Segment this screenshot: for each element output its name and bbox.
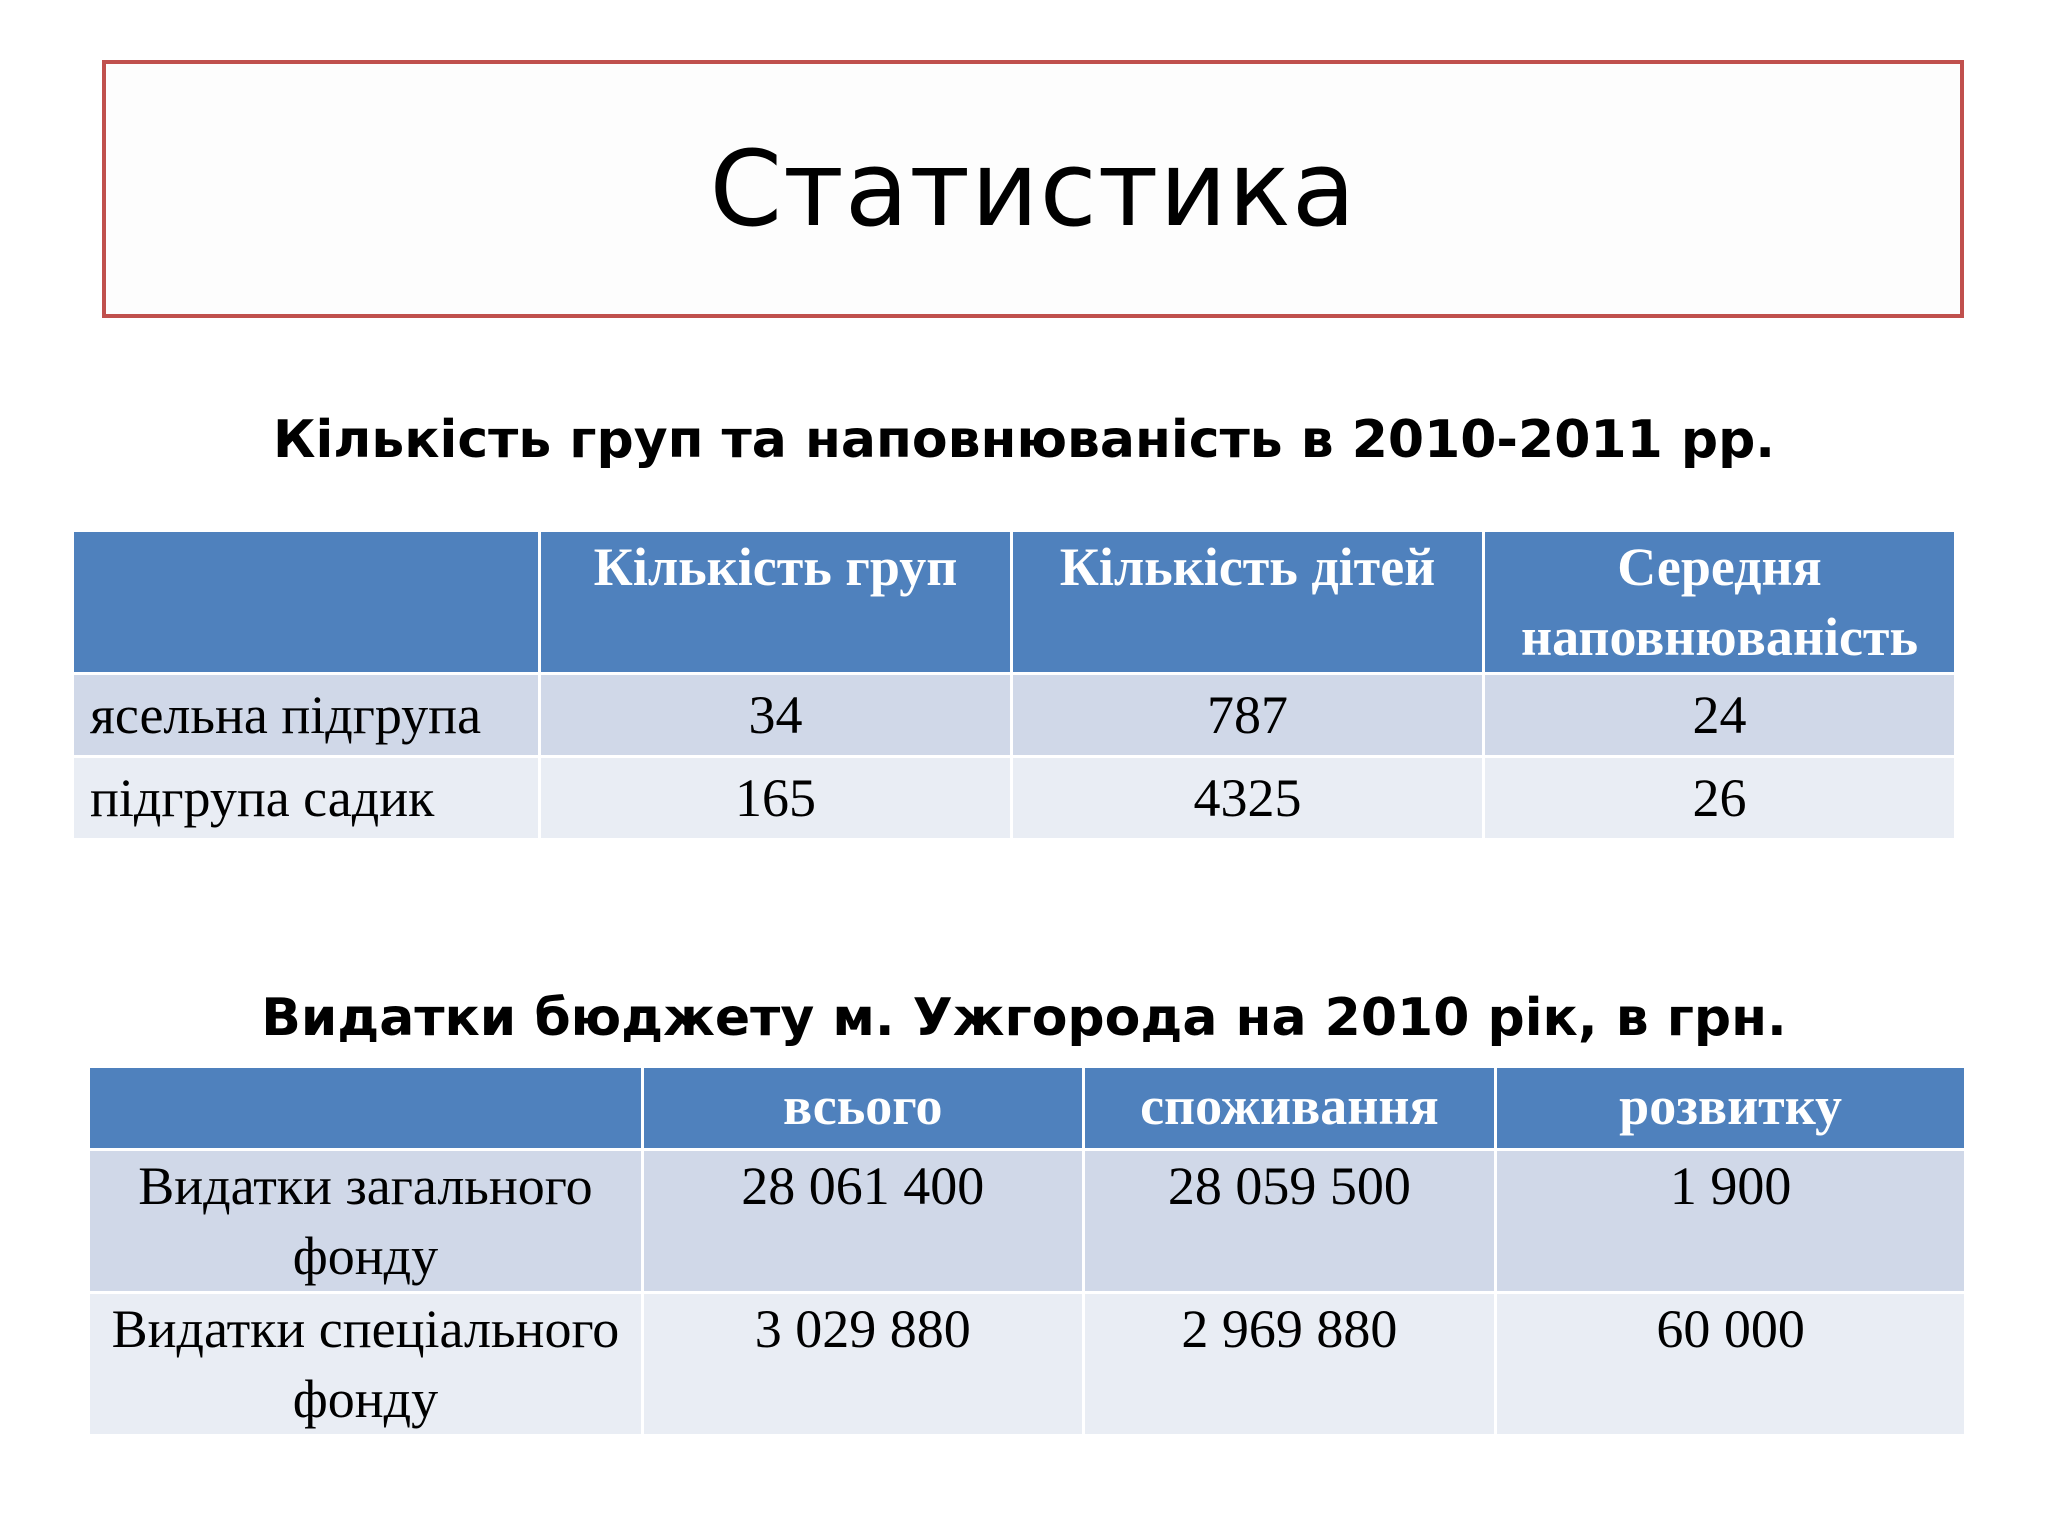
- children-cell: 787: [1013, 675, 1482, 755]
- consumption-cell: 28 059 500: [1085, 1151, 1495, 1291]
- header-cell-children: Кількість дітей: [1013, 532, 1482, 672]
- groups-cell: 34: [541, 675, 1010, 755]
- header-cell-empty: [74, 532, 538, 672]
- budget-table: [87, 1065, 1967, 1437]
- average-cell: 24: [1485, 675, 1954, 755]
- total-cell: 3 029 880: [644, 1294, 1082, 1434]
- row-label: підгрупа садик: [74, 758, 538, 838]
- table-row: [90, 1151, 1964, 1291]
- table-row: [74, 758, 1954, 838]
- row-label: ясельна підгрупа: [74, 675, 538, 755]
- development-cell: 1 900: [1497, 1151, 1964, 1291]
- table-row: [90, 1294, 1964, 1434]
- table-row: [74, 675, 1954, 755]
- header-cell-development: розвитку: [1497, 1068, 1964, 1148]
- groups-table: [71, 529, 1957, 841]
- header-cell-total: всього: [644, 1068, 1082, 1148]
- title-box: [102, 60, 1964, 318]
- consumption-cell: 2 969 880: [1085, 1294, 1495, 1434]
- budget-table-heading: Видатки бюджету м. Ужгорода на 2010 рік, в грн.: [261, 988, 1787, 1048]
- header-cell-average: Середня наповнюваність: [1485, 532, 1954, 672]
- development-cell: 60 000: [1497, 1294, 1964, 1434]
- table-header-row: [90, 1068, 1964, 1148]
- groups-cell: 165: [541, 758, 1010, 838]
- groups-table-heading: Кількість груп та наповнюваність в 2010-2011 рр.: [272, 410, 1776, 470]
- row-label: Видатки спеціального фонду: [90, 1294, 641, 1434]
- children-cell: 4325: [1013, 758, 1482, 838]
- header-cell-consumption: споживання: [1085, 1068, 1495, 1148]
- slide-title: Статистика: [709, 128, 1357, 250]
- table-header-row: [74, 532, 1954, 672]
- row-label: Видатки загального фонду: [90, 1151, 641, 1291]
- average-cell: 26: [1485, 758, 1954, 838]
- total-cell: 28 061 400: [644, 1151, 1082, 1291]
- header-cell-groups: Кількість груп: [541, 532, 1010, 672]
- header-cell-empty: [90, 1068, 641, 1148]
